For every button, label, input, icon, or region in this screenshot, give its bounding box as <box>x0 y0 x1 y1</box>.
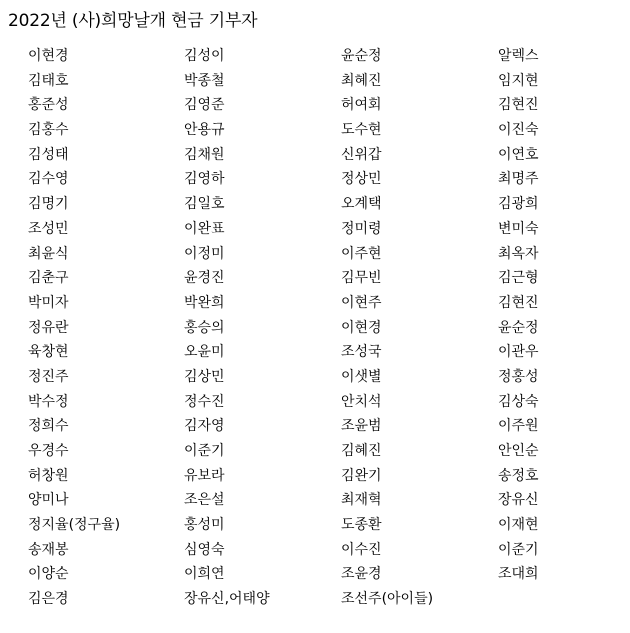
donor-name: 이준기 <box>184 443 225 459</box>
donor-name: 김채원 <box>184 146 225 163</box>
donor-name: 이샛별 <box>341 368 382 385</box>
donor-name: 송재봉 <box>28 541 69 558</box>
donor-name: 김은경 <box>28 591 69 608</box>
donor-name: 조윤범 <box>341 418 382 435</box>
donor-name: 송정호 <box>498 467 539 484</box>
donor-name: 정유란 <box>28 319 69 336</box>
donor-name: 김태호 <box>28 72 69 89</box>
donor-name: 김성이 <box>184 48 225 64</box>
donor-name: 정진주 <box>28 368 69 385</box>
donor-name: 김성태 <box>28 146 69 163</box>
donor-name: 조성민 <box>28 220 69 237</box>
donor-name: 이준기 <box>498 541 539 558</box>
donor-name: 정홍성 <box>498 368 539 385</box>
donor-name: 박종철 <box>184 72 225 89</box>
donor-name: 김수영 <box>28 171 69 188</box>
donor-name: 최옥자 <box>498 245 539 262</box>
donor-name: 김완기 <box>341 467 382 484</box>
donor-name: 정희수 <box>28 418 69 435</box>
donor-name: 유보라 <box>184 467 225 484</box>
donor-name: 도수현 <box>341 122 382 139</box>
donor-name: 김춘구 <box>28 270 69 287</box>
donor-name: 이수진 <box>341 541 382 558</box>
donor-name: 우경수 <box>28 443 69 459</box>
donor-name: 장유신 <box>498 492 539 509</box>
donor-name: 이정미 <box>184 245 225 262</box>
donor-name: 안인순 <box>498 443 539 459</box>
donor-name: 이재현 <box>498 517 539 534</box>
donor-name: 이현경 <box>28 48 69 64</box>
donor-name: 조성국 <box>341 344 382 361</box>
donor-name: 육창현 <box>28 344 69 361</box>
donor-name: 심영숙 <box>184 541 225 558</box>
donor-name: 이진숙 <box>498 122 539 139</box>
donor-name: 이관우 <box>498 344 539 361</box>
donor-name: 조선주(아이들) <box>341 591 434 608</box>
donor-name: 도종환 <box>341 517 382 534</box>
donor-name: 윤순정 <box>341 48 382 64</box>
donor-name: 김광희 <box>498 196 539 213</box>
donor-name: 윤경진 <box>184 270 225 287</box>
donor-name: 이주원 <box>498 418 539 435</box>
donor-name: 김혜진 <box>341 443 382 459</box>
donor-name: 오윤미 <box>184 344 225 361</box>
donor-name: 김영준 <box>184 97 225 114</box>
donor-name: 조윤경 <box>341 566 382 583</box>
donor-name: 임지현 <box>498 72 539 89</box>
donor-name: 박미자 <box>28 294 69 311</box>
donor-name: 김상숙 <box>498 393 539 410</box>
donor-name: 박수정 <box>28 393 69 410</box>
donor-name: 이현주 <box>341 294 382 311</box>
donor-name: 김현진 <box>498 294 539 311</box>
donor-name: 안용규 <box>184 122 225 139</box>
donor-name: 이현경 <box>341 319 382 336</box>
donor-name: 김무빈 <box>341 270 382 287</box>
donor-name: 이희연 <box>184 566 225 583</box>
donor-name: 홍승의 <box>184 319 225 336</box>
donor-name: 조은설 <box>184 492 225 509</box>
donor-name: 조대희 <box>498 566 539 583</box>
donor-name: 허여회 <box>341 97 382 114</box>
donor-name: 김근형 <box>498 270 539 287</box>
donor-name: 안치석 <box>341 393 382 410</box>
donor-name: 이양순 <box>28 566 69 583</box>
donor-name: 변미숙 <box>498 220 539 237</box>
donor-name: 오계택 <box>341 196 382 213</box>
donor-name: 김명기 <box>28 196 69 213</box>
donor-name: 김홍수 <box>28 122 69 139</box>
document-title: 2022년 (사)희망날개 현금 기부자 <box>8 11 258 31</box>
donor-name: 최윤식 <box>28 245 69 262</box>
donor-name: 홍준성 <box>28 97 69 114</box>
donor-name: 이완표 <box>184 220 225 237</box>
donor-name: 정상민 <box>341 171 382 188</box>
donor-name: 장유신,어태양 <box>184 591 270 608</box>
donor-name: 김영하 <box>184 171 225 188</box>
donor-name: 김현진 <box>498 97 539 114</box>
donor-name: 김자영 <box>184 418 225 435</box>
donor-name: 정지율(정구율) <box>28 517 121 534</box>
donor-name: 최혜진 <box>341 72 382 89</box>
donor-name: 이연호 <box>498 146 539 163</box>
donor-name: 허창원 <box>28 467 69 484</box>
donor-name: 윤순정 <box>498 319 539 336</box>
donor-list <box>28 44 628 612</box>
donor-name: 최명주 <box>498 171 539 188</box>
donor-name: 김일호 <box>184 196 225 213</box>
donor-name <box>498 587 628 612</box>
donor-name: 이주현 <box>341 245 382 262</box>
donor-name: 박완희 <box>184 294 225 311</box>
donor-name: 정미령 <box>341 220 382 237</box>
donor-name: 신위갑 <box>341 146 382 163</box>
donor-name: 홍성미 <box>184 517 225 534</box>
donor-name: 최재혁 <box>341 492 382 509</box>
donor-name: 정수진 <box>184 393 225 410</box>
donor-name: 김상민 <box>184 368 225 385</box>
donor-name: 알렉스 <box>498 48 539 64</box>
donor-name: 양미나 <box>28 492 69 509</box>
